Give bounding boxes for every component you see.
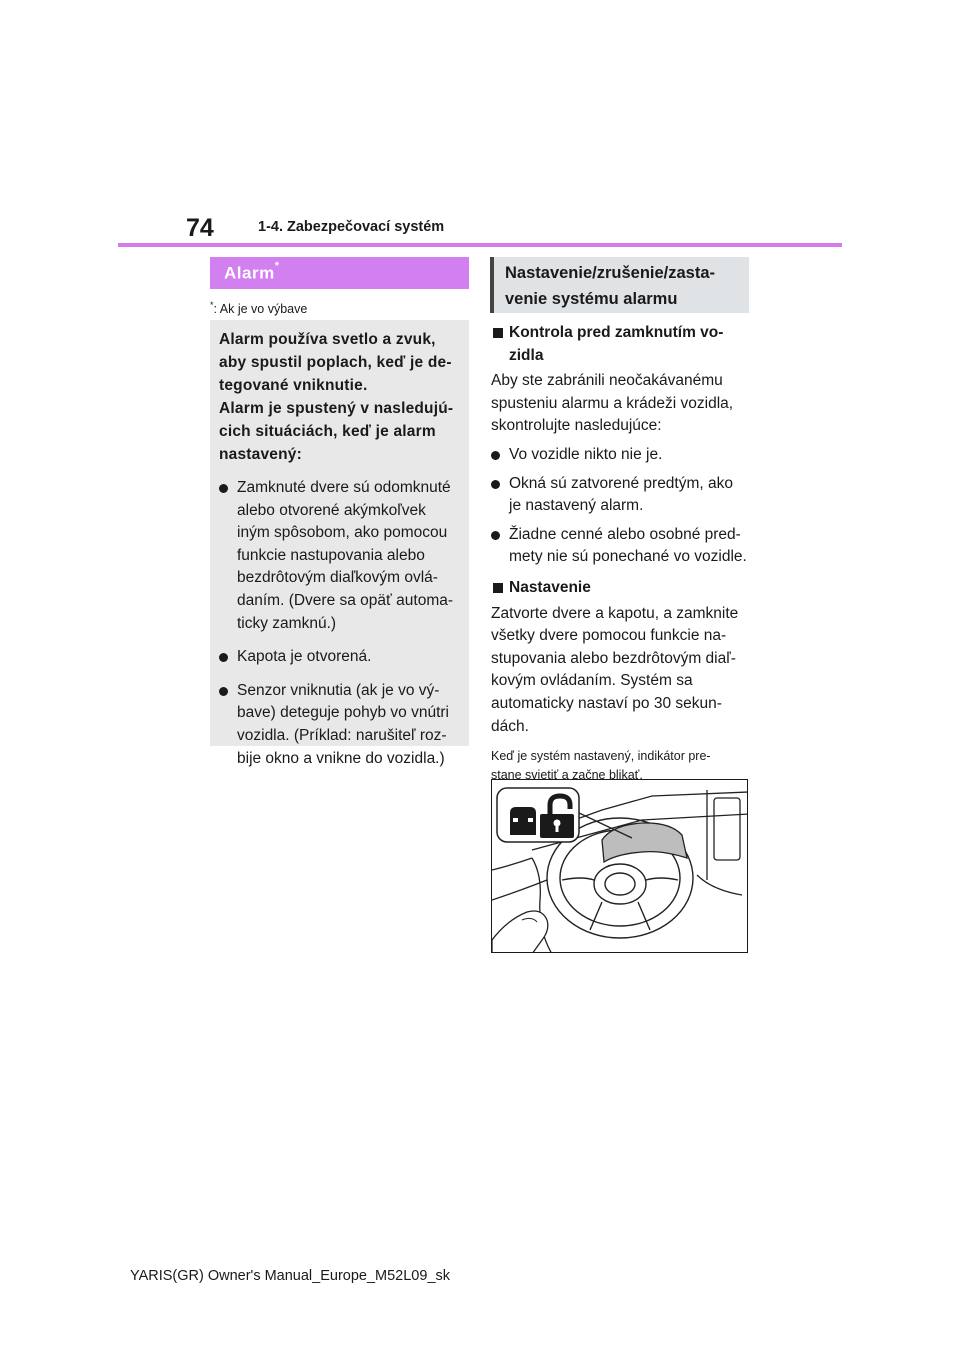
alarm-trigger-item bbox=[219, 477, 461, 635]
item-line: funkcie nastupovania alebo bbox=[237, 546, 425, 564]
page-footer bbox=[0, 1268, 960, 1284]
intro-line: Alarm je spustený v nasledujú- bbox=[219, 400, 454, 417]
alarm-setting-heading bbox=[490, 257, 749, 313]
heading-line: Nastavenie bbox=[509, 578, 591, 596]
bullet-icon bbox=[491, 531, 500, 540]
text-line: Zatvorte dvere a kapotu, a zamknite bbox=[491, 604, 739, 622]
section-title: 1-4. Zabezpečovací systém bbox=[258, 219, 445, 235]
check-before-locking-heading bbox=[491, 322, 751, 367]
check-item bbox=[491, 473, 751, 518]
item-line: mety nie sú ponechané vo vozidle. bbox=[509, 548, 747, 566]
item-line: daním. (Dvere sa opäť automa- bbox=[237, 591, 454, 609]
alarm-trigger-item bbox=[219, 646, 461, 669]
heading-line: venie systému alarmu bbox=[505, 290, 678, 308]
bullet-icon bbox=[219, 484, 228, 493]
check-instructions bbox=[491, 370, 751, 438]
dashboard-illustration bbox=[492, 780, 748, 953]
square-bullet-icon bbox=[493, 583, 503, 593]
text-line: dách. bbox=[491, 717, 529, 735]
text-line: stupovania alebo bezdrôtovým diaľ- bbox=[491, 649, 736, 667]
availability-footnote bbox=[210, 300, 307, 316]
text-line: Aby ste zabránili neočakávanému bbox=[491, 372, 723, 390]
intro-line: aby spustil poplach, keď je de- bbox=[219, 354, 452, 371]
square-bullet-icon bbox=[493, 328, 503, 338]
note-line: Keď je systém nastavený, indikátor pre- bbox=[491, 749, 711, 764]
bullet-icon bbox=[219, 653, 228, 662]
alarm-trigger-list bbox=[219, 477, 461, 770]
item-line: bave) deteguje pohyb vo vnútri bbox=[237, 704, 449, 722]
check-item bbox=[491, 444, 751, 467]
intro-line: cich situáciách, keď je alarm bbox=[219, 423, 436, 440]
text-line: automaticky nastaví po 30 sekun- bbox=[491, 694, 722, 712]
intro-line: nastavený: bbox=[219, 446, 302, 463]
intro-line: tegované vniknutie. bbox=[219, 377, 368, 394]
footnote-text: : Ak je vo výbave bbox=[213, 302, 308, 317]
item-line: Zamknuté dvere sú odomknuté bbox=[237, 479, 451, 496]
footnote-marker: * bbox=[210, 300, 214, 310]
heading-line: zidla bbox=[509, 346, 544, 364]
item-line: bije okno a vnikne do vozidla.) bbox=[237, 749, 445, 767]
item-line: Vo vozidle nikto nie je. bbox=[509, 445, 663, 463]
item-line: bezdrôtovým diaľkovým ovlá- bbox=[237, 569, 438, 587]
alarm-heading-marker: * bbox=[274, 260, 280, 272]
item-line: ticky zamknú.) bbox=[237, 614, 337, 632]
alarm-summary-intro bbox=[219, 328, 461, 466]
footer-text: YARIS(GR) Owner's Manual_Europe_M52L09_sk bbox=[129, 1268, 451, 1284]
alarm-summary-box bbox=[210, 320, 469, 767]
header-rule bbox=[118, 243, 842, 247]
heading-line: Kontrola pred zamknutím vo- bbox=[509, 324, 724, 341]
text-line: všetky dvere pomocou funkcie na- bbox=[491, 627, 727, 645]
bullet-icon bbox=[219, 687, 228, 696]
text-line: kovým ovládaním. Systém sa bbox=[491, 672, 693, 690]
item-line: vozidla. (Príklad: narušiteľ roz- bbox=[237, 726, 447, 744]
note-line: stane svietiť a začne blikať. bbox=[491, 768, 643, 783]
setting-heading bbox=[491, 577, 751, 600]
text-line: skontrolujte nasledujúce: bbox=[491, 417, 662, 435]
alarm-trigger-item bbox=[219, 680, 461, 770]
item-line: je nastavený alarm. bbox=[509, 497, 644, 515]
item-line: alebo otvorené akýmkoľvek bbox=[237, 501, 426, 519]
alarm-setting-content bbox=[491, 322, 751, 785]
bullet-icon bbox=[491, 480, 500, 489]
item-line: Senzor vniknutia (ak je vo vý- bbox=[237, 681, 440, 699]
heading-line: Nastavenie/zrušenie/zasta- bbox=[505, 264, 716, 282]
security-indicator-illustration bbox=[491, 779, 748, 953]
check-list bbox=[491, 444, 751, 569]
text-line: spusteniu alarmu a krádeži vozidla, bbox=[491, 394, 734, 412]
alarm-heading bbox=[210, 257, 469, 289]
bullet-icon bbox=[491, 451, 500, 460]
item-line: iným spôsobom, ako pomocou bbox=[237, 524, 448, 542]
hand-illustration bbox=[492, 911, 548, 953]
setting-instructions bbox=[491, 603, 751, 739]
page-number: 74 bbox=[186, 214, 214, 242]
alarm-heading-text: Alarm bbox=[224, 263, 275, 283]
intro-line: Alarm používa svetlo a zvuk, bbox=[219, 331, 436, 348]
check-item bbox=[491, 524, 751, 569]
item-line: Žiadne cenné alebo osobné pred- bbox=[509, 525, 741, 543]
item-line: Okná sú zatvorené predtým, ako bbox=[509, 474, 734, 492]
item-line: Kapota je otvorená. bbox=[237, 648, 372, 666]
